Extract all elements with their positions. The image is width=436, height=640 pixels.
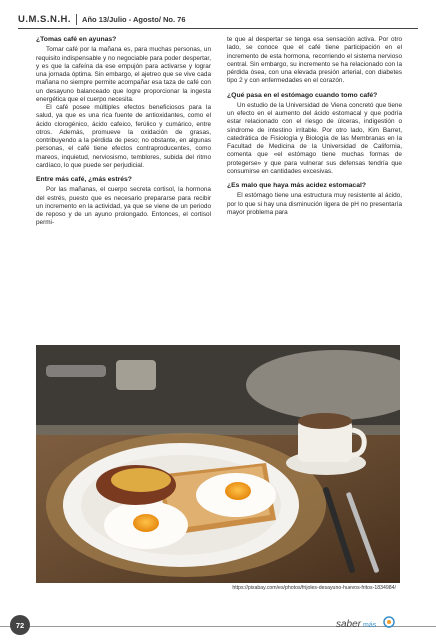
article-body	[36, 36, 402, 336]
sabermas-logo-icon	[336, 612, 396, 634]
column-right	[227, 36, 402, 336]
issue-info: Año 13/Julio - Agosto/ No. 76	[82, 14, 186, 24]
paragraph: Tomar café por la mañana es, para muchas personas, un requisito indispensable y no negociable para poder despertar, y es que la cafeína da ese empujón para activarse y lograr una jornada óptima. Sin embargo, el ajetreo que se vive cada mañana no siempre permite acompañar esa taza de café con un desayuno balanceado que logre proporcionar la ingesta energética que el cuerpo necesita.	[36, 46, 211, 103]
sabermas-logo	[336, 612, 396, 634]
column-left	[36, 36, 211, 336]
page-number-badge: 72	[10, 615, 30, 635]
paragraph: te que al despertar se tenga esa sensación activa. Por otro lado, se conoce que el café tiene participación en el incremento de esta hormona, recorriendo el sistema nervioso central. Sin embargo, su incremento se ha relacionado con la pérdida ósea, con una elevada presión arterial, con diabetes tipo 2 y con enfermedades en el corazón.	[227, 36, 402, 85]
section-heading: ¿Qué pasa en el estómago cuando tomo café?	[227, 91, 378, 99]
page-header	[18, 10, 418, 28]
header-separator	[76, 14, 77, 25]
paragraph: El café posee múltiples efectos beneficiosos para la salud, ya que es una rica fuente de antioxidantes, como el ácido clorogénico, ácido cafeico, ferúlico y cumárico, entre otros. Además, promueve la oxidación de grasas, contribuyendo a la pérdida de peso; no obstante, en algunas personas, el café tiene efectos contraproducentes, como mareos, inquietud, nerviosismo, temblores, subida del ritmo cardíaco, lo que puede ser perjudicial.	[36, 104, 211, 169]
header-rule	[18, 28, 418, 29]
section-heading: ¿Tomas café en ayunas?	[36, 36, 117, 43]
journal-brand: U.M.S.N.H.	[18, 13, 72, 25]
section-heading: ¿Es malo que haya más acidez estomacal?	[227, 182, 367, 189]
svg-text:saber: saber	[336, 619, 362, 630]
paragraph: Por las mañanas, el cuerpo secreta cortisol, la hormona del estrés, puesto que es necesario prepararse para recibir un incremento en la actividad, ya que se viene de un periodo de reposo y de un ayuno prolongado. Entonces, el cortisol permi-	[36, 186, 211, 227]
breakfast-illustration	[36, 345, 400, 583]
section-heading: Entre más café, ¿más estrés?	[36, 176, 132, 183]
paragraph: El estómago tiene una estructura muy resistente al ácido, por lo que si hay una disminución ligera de pH no presentaría mayor problema para	[227, 192, 402, 216]
paragraph: Un estudio de la Universidad de Viena concretó que tiene un efecto en el aumento del ácido estomacal y que podría estar relacionado con el riesgo de úlceras, indigestión o síndrome de intestino irritable. Por otro lado, Kim Barret, catedrática de Fisiología y Biología de las Membranas en la Facultad de Medicina de la Universidad de California, comenta que «el estómago tiene muchas formas de protegerse» y que para vulnerar sus defensas tendría que consumirse en cantidades excesivas.	[227, 101, 402, 175]
breakfast-photo	[36, 345, 400, 583]
svg-text:más: más	[363, 622, 377, 629]
photo-credit[interactable]: https://pixabay.com/es/photos/frijoles-desayuno-huevos-fritos-1834984/	[232, 585, 396, 591]
